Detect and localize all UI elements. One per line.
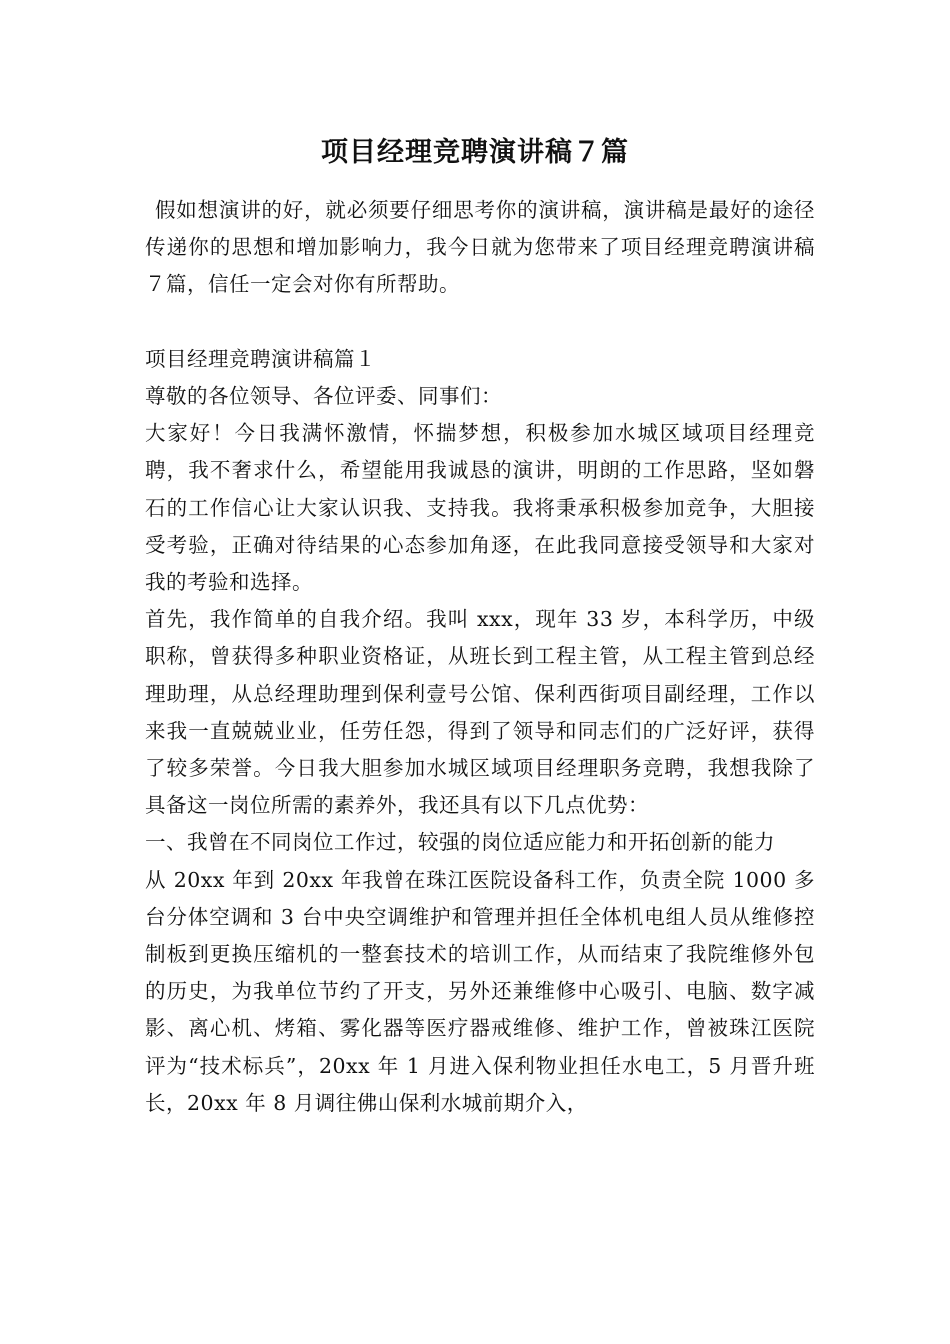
salutation: 尊敬的各位领导、各位评委、同事们： — [145, 384, 502, 408]
intro-paragraph: 假如想演讲的好，就必须要仔细思考你的演讲稿，演讲稿是最好的途径传递你的思想和增加影响力，我今日就为您带来了项目经理竞聘演讲稿７篇，信任一定会对你有所帮助。 — [145, 198, 815, 297]
body-paragraph: 从 20xx 年到 20xx 年我曾在珠江医院设备科工作，负责全院 1000 多台分体空调和 3 台中央空调维护和管理并担任全体机电组人员从维修控制板到更换压缩机的一整套技术的培训工作，从而结束了我院维修外包的历史，为我单位节约了开支，另外还兼维修中心吸引、电脑、数字减影、离心机、烤箱、雾化器等医疗器戒维修、维护工作，曾被珠江医院评为“技术标兵”，20xx 年 1 月进入保利物业担任水电工，5 月晋升班长，20xx 年 8 月调往佛山保利水城前期介入， — [145, 867, 815, 1115]
body-paragraph: 大家好！今日我满怀激情，怀揣梦想，积极参加水城区域项目经理竞聘，我不奢求什么，希望能用我诚恳的演讲，明朗的工作思路，坚如磐石的工作信心让大家认识我、支持我。我将秉承积极参加竞争，大胆接受考验，正确对待结果的心态参加角逐，在此我同意接受领导和大家对我的考验和选择。 — [145, 421, 815, 595]
document-body — [145, 192, 815, 1122]
section-heading: 项目经理竞聘演讲稿篇１ — [145, 346, 376, 371]
paragraph-spacer — [145, 304, 815, 341]
list-heading: 一、我曾在不同岗位工作过，较强的岗位适应能力和开拓创新的能力 — [145, 830, 775, 855]
body-paragraph: 首先，我作简单的自我介绍。我叫 xxx，现年 33 岁，本科学历，中级职称，曾获得多种职业资格证，从班长到工程主管，从工程主管到总经理助理，从总经理助理到保利壹号公馆、保利西街项目副经理，工作以来我一直兢兢业业，任劳任怨，得到了领导和同志们的广泛好评，获得了较多荣誉。今日我大胆参加水城区域项目经理职务竞聘，我想我除了具备这一岗位所需的素养外，我还具有以下几点优势： — [145, 607, 815, 818]
document-title: 项目经理竞聘演讲稿７篇 — [321, 137, 629, 168]
